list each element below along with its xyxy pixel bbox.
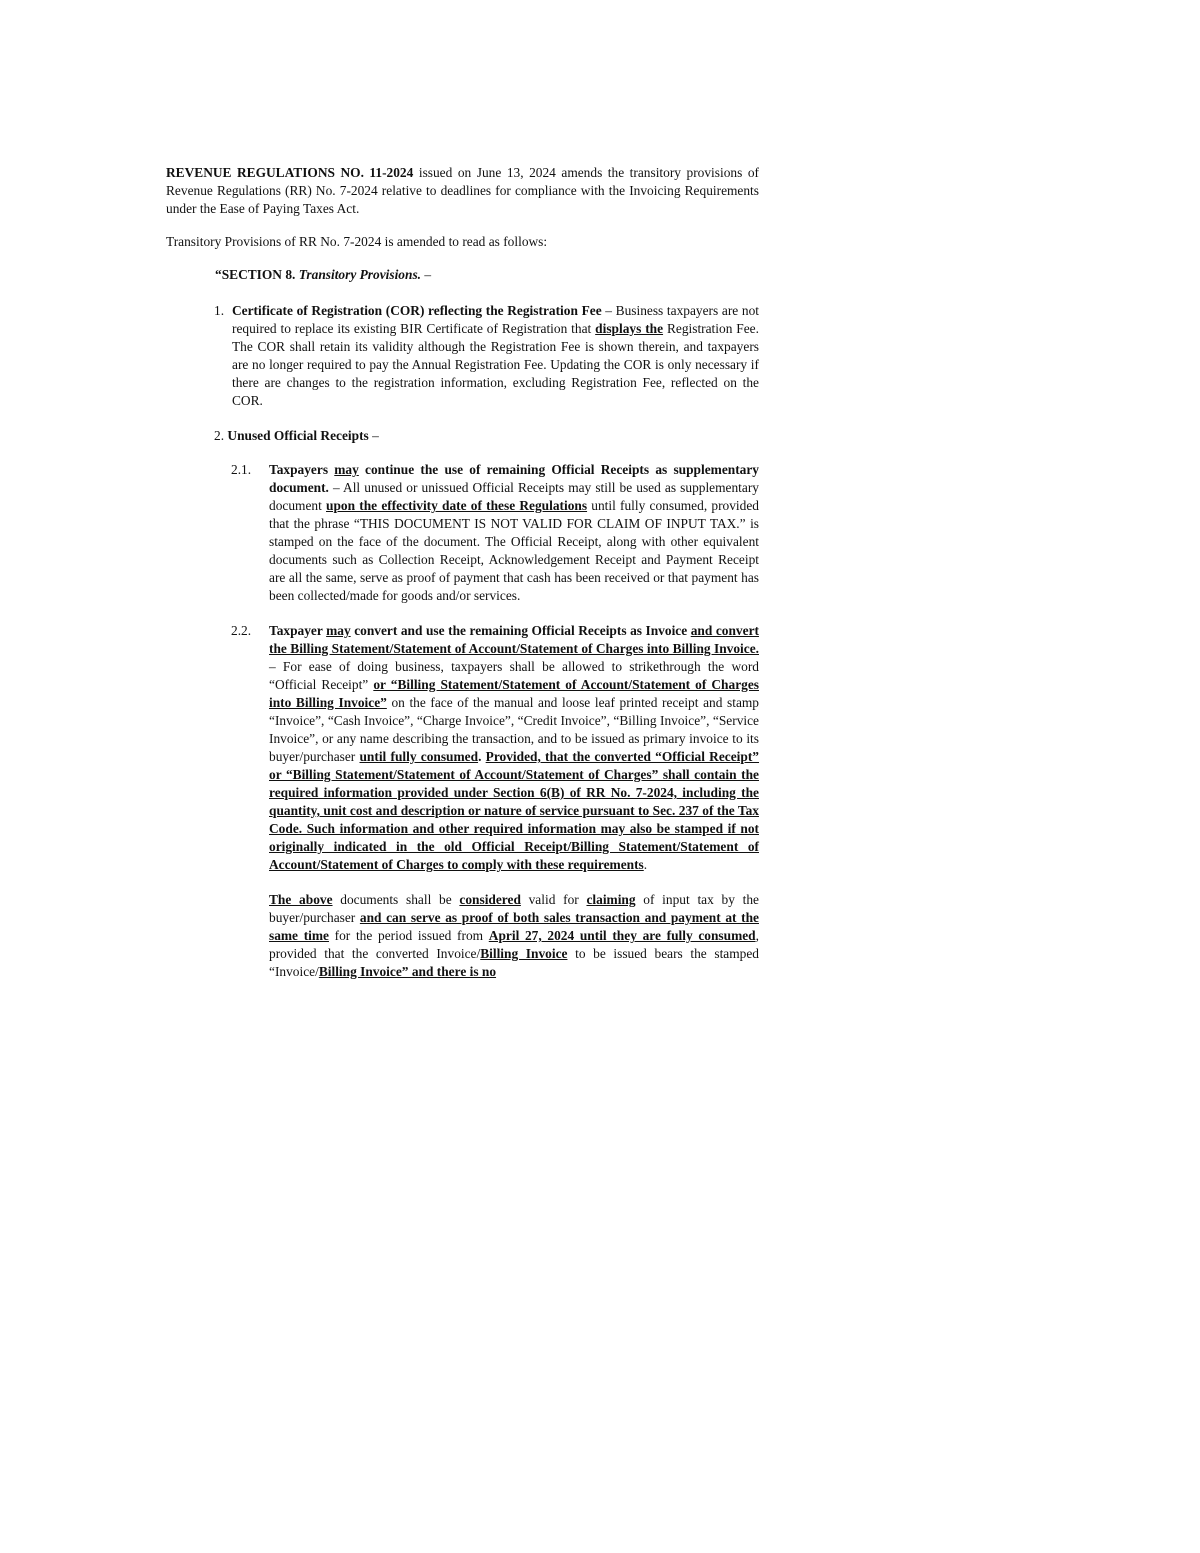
item-2-2-text-c: . xyxy=(478,749,486,764)
item-unused-dash: – xyxy=(368,428,379,443)
section-label: “SECTION 8. xyxy=(215,267,296,282)
list-item-2-2 xyxy=(231,622,760,874)
intro-paragraph xyxy=(166,164,759,218)
intro-text: issued on June 13, 2024 amends the transitory provisions of Revenue Regulations (RR) No. 7-2024 relative to deadlines for compliance with the Invoicing Requirements under the Ease of Paying Taxes Act. xyxy=(166,165,759,216)
above-u-a: The above xyxy=(269,892,333,907)
regulation-title: REVENUE REGULATIONS NO. 11-2024 xyxy=(166,165,414,180)
item-cor-text-a: – Business taxpayers are not required to replace its existing BIR Certificate of Registration that xyxy=(232,303,759,336)
list-item-unused-receipts xyxy=(214,427,759,445)
list-item-2-1 xyxy=(231,461,759,605)
item-2-1-text-a: – All unused or unissued Official Receipts may still be used as supplementary document xyxy=(269,480,759,513)
above-u-e: April 27, 2024 until they are fully consumed xyxy=(488,928,756,943)
item-2-1-heading-a: Taxpayers xyxy=(269,462,335,477)
item-number: 2.1. xyxy=(231,462,252,477)
item-cor-heading: Certificate of Registration (COR) reflecting the Registration Fee xyxy=(232,303,602,318)
item-2-2-heading-b: convert and use the remaining Official Receipts as Invoice xyxy=(350,623,691,638)
above-u-f: Billing Invoice xyxy=(480,946,568,961)
above-t-c: of input tax by the buyer/purchaser xyxy=(269,892,759,925)
item-2-1-text xyxy=(269,461,759,605)
transitory-line: Transitory Provisions of RR No. 7-2024 is amended to read as follows: xyxy=(166,234,548,249)
item-2-1-may: may xyxy=(334,462,359,477)
item-unused-heading: Unused Official Receipts xyxy=(227,428,369,443)
item-2-2-text-a: – For ease of doing business, taxpayers shall be allowed to strikethrough the word “Official Receipt” xyxy=(269,659,759,692)
list-item-cor xyxy=(214,302,759,410)
item-cor-underline: displays the xyxy=(595,321,664,336)
above-t-a: documents shall be xyxy=(332,892,460,907)
above-t-f: to be issued bears the stamped “Invoice/ xyxy=(269,946,760,979)
item-cor-text xyxy=(232,302,759,410)
above-documents-paragraph xyxy=(269,891,759,981)
item-2-2-underline-b: until fully consumed xyxy=(359,749,479,764)
item-cor-text-b: Registration Fee. The COR shall retain its validity although the Registration Fee is shown therein, and taxpayers are no longer required to pay the Annual Registration Fee. Updating the COR is only necessary if there are changes to the registration information, excluding Registration Fee, reflected on the COR. xyxy=(232,321,759,408)
section-title: Transitory Provisions. xyxy=(298,267,422,282)
above-t-e: , provided that the converted Invoice/ xyxy=(269,928,759,961)
item-2-1-text-b: until fully consumed, provided that the phrase “THIS DOCUMENT IS NOT VALID FOR CLAIM OF INPUT TAX.” is stamped on the face of the document. The Official Receipt, along with other equivalent documents such as Collection Receipt, Acknowledgement Receipt and Payment Receipt are all the same, serve as proof of payment that cash has been received or that payment has been collected/made for goods and/or services. xyxy=(269,498,759,603)
item-2-2-may: may xyxy=(326,623,351,638)
document-body xyxy=(166,164,759,981)
section-heading xyxy=(215,266,759,284)
section-dash: – xyxy=(421,267,432,282)
item-2-2-heading-c: and convert the Billing Statement/Statement of Account/Statement of Charges into Billing Invoice. xyxy=(269,623,759,656)
item-2-2-text-d: . xyxy=(643,857,648,872)
above-u-b: considered xyxy=(459,892,521,907)
above-u-c: claiming xyxy=(586,892,636,907)
item-2-1-heading-b: continue the use of remaining Official Receipts as supplementary document. xyxy=(269,462,759,495)
item-2-1-underline: upon the effectivity date of these Regulations xyxy=(326,498,588,513)
above-u-d: and can serve as proof of both sales transaction and payment at the same time xyxy=(269,910,759,943)
above-t-b: valid for xyxy=(520,892,587,907)
item-2-2-text xyxy=(269,622,759,874)
above-t-d: for the period issued from xyxy=(328,928,489,943)
item-2-2-underline-c: Provided, that the converted “Official Receipt” or “Billing Statement/Statement of Account/Statement of Charges” shall contain the required information provided under Section 6(B) of RR No. 7-2024, including the quantity, unit cost and description or nature of service pursuant to Sec. 237 of the Tax Code. Such information and other required information may also be stamped if not originally indicated in the old Official Receipt/Billing Statement/Statement of Account/Statement of Charges to comply with these requirements xyxy=(269,749,760,872)
item-number: 2.2. xyxy=(231,623,252,638)
above-u-g: Billing Invoice” and there is no xyxy=(318,964,497,979)
item-2-2-heading-a: Taxpayer xyxy=(269,623,327,638)
item-number: 2. xyxy=(214,428,225,443)
item-2-2-underline-a: or “Billing Statement/Statement of Account/Statement of Charges into Billing Invoice” xyxy=(269,677,759,710)
item-number: 1. xyxy=(214,303,225,318)
item-2-2-text-b: on the face of the manual and loose leaf printed receipt and stamp “Invoice”, “Cash Invoice”, “Charge Invoice”, “Credit Invoice”, “Billing Invoice”, “Service Invoice”, or any name describing the transaction, and to be issued as primary invoice to its buyer/purchaser xyxy=(269,695,760,764)
